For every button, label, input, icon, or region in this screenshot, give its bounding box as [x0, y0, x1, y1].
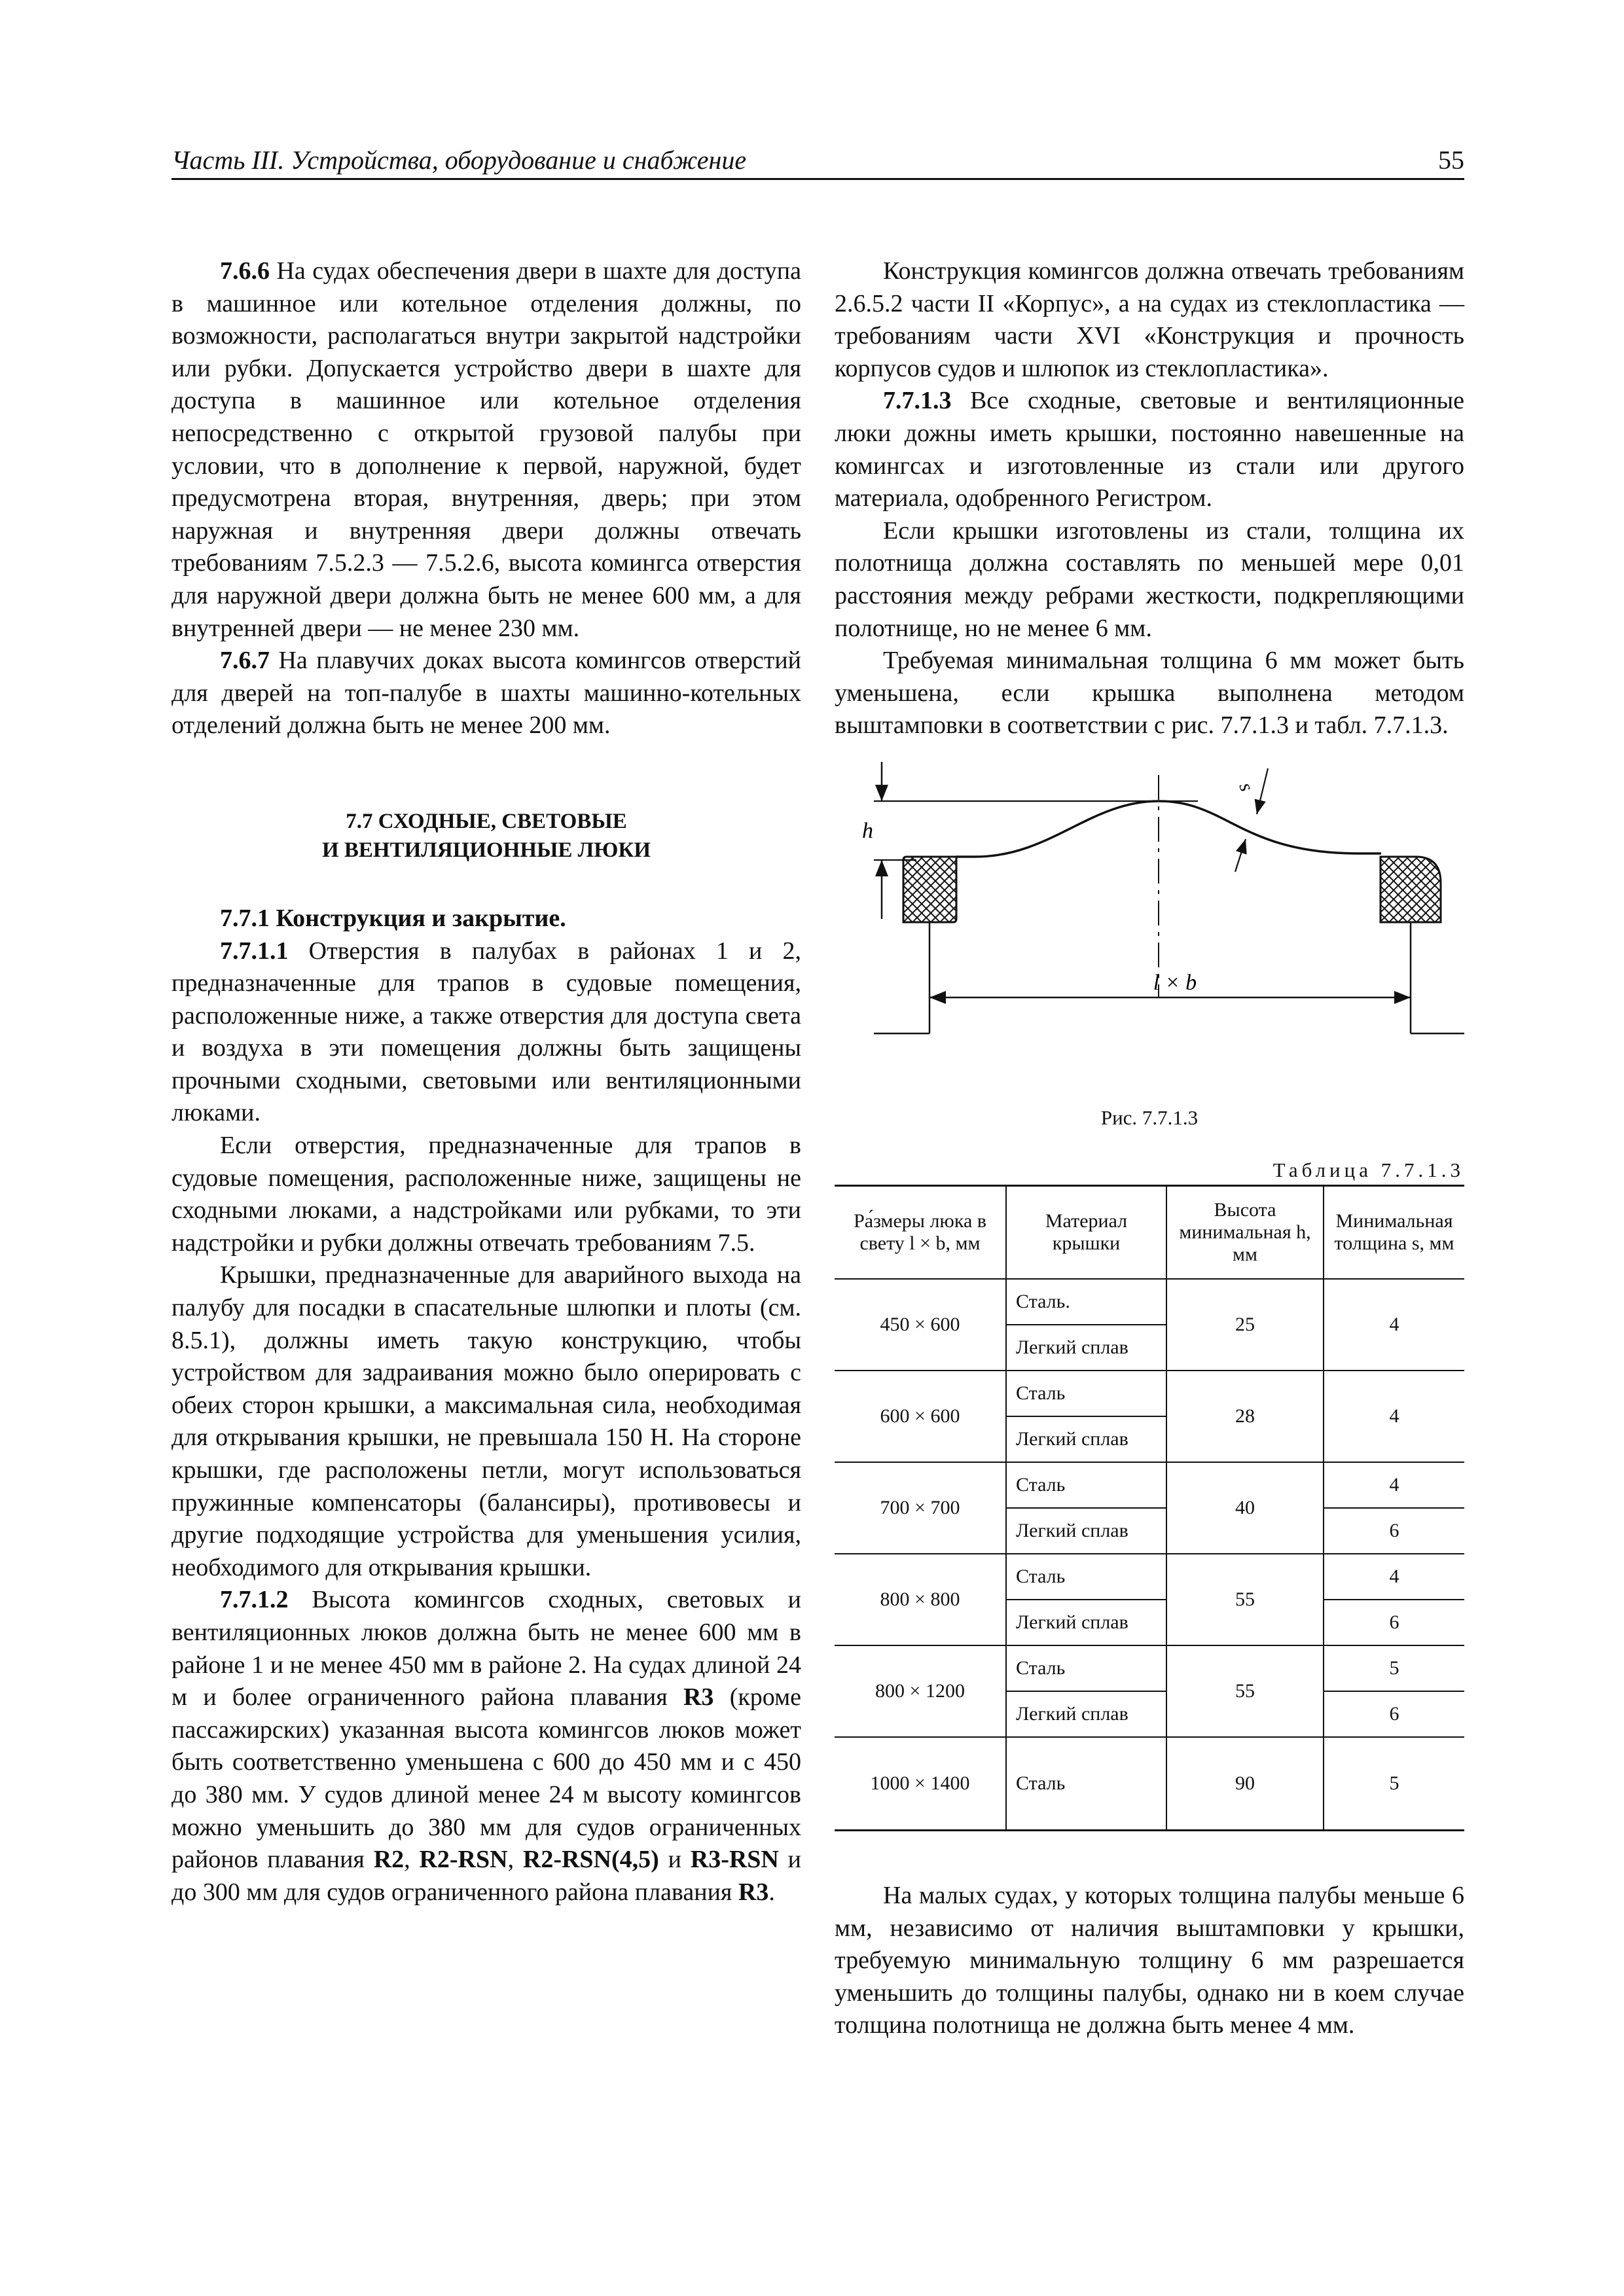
- clause-number: 7.7.1.1: [220, 937, 289, 965]
- paragraph-7-6-7: [171, 645, 801, 742]
- clause-number: 7.7.1: [220, 904, 270, 932]
- area-code: R3: [683, 1683, 714, 1712]
- table-header-row: [835, 1185, 1464, 1279]
- size-cell: 800 × 1200: [835, 1645, 1006, 1737]
- thickness-cell: 5: [1324, 1737, 1464, 1831]
- material-cell: Сталь: [1006, 1737, 1166, 1831]
- column-header: Высота минимальная h, мм: [1166, 1185, 1324, 1279]
- clause-number: 7.6.7: [220, 647, 270, 675]
- paragraph-openings: Если отверстия, предназначенные для трапов в судовые помещения, расположенные ниже, защищены не сходными люками, а надстройками или рубками, то эти надстройки и рубки должны отвечать требованиям 7.5.: [171, 1132, 801, 1257]
- material-cell: Сталь: [1006, 1462, 1166, 1508]
- material-cell: Сталь: [1006, 1554, 1166, 1600]
- size-cell: 1000 × 1400: [835, 1737, 1006, 1831]
- thickness-cell: 4: [1324, 1371, 1464, 1462]
- clause-text: Все сходные, световые и вентиляционные люки дожны иметь крышки, постоянно навешенные на комингсах и изготовленные из стали или другого материала, одобренного Регистром.: [835, 387, 1464, 512]
- hatch-table: [835, 1185, 1464, 1831]
- separator: .: [768, 1878, 775, 1906]
- material-cell: Сталь: [1006, 1645, 1166, 1691]
- column-header: Ра́змеры люка в свету l × b, мм: [835, 1185, 1006, 1279]
- paragraph-7-7-1-2: [171, 1584, 801, 1909]
- height-cell: 40: [1166, 1462, 1324, 1554]
- paragraph-7-7-1-3: [835, 385, 1464, 514]
- cover-plate: [956, 801, 1381, 857]
- hatch-cover-drawing: [835, 762, 1464, 1102]
- material-cell: Легкий сплав: [1006, 1691, 1166, 1737]
- height-cell: 25: [1166, 1279, 1324, 1371]
- h-label: h: [862, 818, 873, 843]
- column-header: Материал крышки: [1006, 1185, 1166, 1279]
- thickness-cell: 4: [1324, 1279, 1464, 1371]
- left-column: [171, 255, 801, 1909]
- height-cell: 55: [1166, 1645, 1324, 1737]
- area-code: R3: [738, 1878, 769, 1906]
- area-code: R3-RSN: [690, 1846, 779, 1874]
- paragraph-required: Требуемая минимальная толщина 6 мм может быть уменьшена, если крышка выполнена методом выштамповки в соответствии с рис. 7.7.1.3 и табл. 7.7.1.3.: [835, 647, 1464, 740]
- column-header: Минимальная толщина s, мм: [1324, 1185, 1464, 1279]
- height-cell: 28: [1166, 1371, 1324, 1462]
- table-row: [835, 1279, 1464, 1325]
- clause-text: Отверстия в палубах в районах 1 и 2, предназначенные для трапов в судовые помещения, расположенные ниже, а также отверстия для доступа света и воздуха в эти помещения должны быть защищены прочными сходными, световыми или вентиляционными люками.: [171, 937, 801, 1127]
- paragraph-7-6-6: [171, 255, 801, 645]
- height-cell: 90: [1166, 1737, 1324, 1831]
- thickness-cell: 5: [1324, 1645, 1464, 1691]
- section-title-line-2: И ВЕНТИЛЯЦИОННЫЕ ЛЮКИ: [321, 838, 651, 862]
- table-title: Таблица 7.7.1.3: [1272, 1158, 1464, 1181]
- paragraph-covers: Крышки, предназначенные для аварийного выхода на палубу для посадки в спасательные шлюпки и плоты (см. 8.5.1), должны иметь такую конструкцию, чтобы устройством для задраивания можно было оперировать с обеих сторон крышки, а максимальная сила, необходимая для открывания крышки, не превышала 150 Н. На стороне крышки, где расположены петли, могут использоваться пружинные компенсаторы (балансиры), противовесы и другие подходящие устройства для уменьшения усилия, необходимого для открывания крышки.: [171, 1261, 801, 1581]
- right-coaming: [1380, 857, 1441, 922]
- figure-hatch-cover: [835, 762, 1464, 1102]
- size-cell: 450 × 600: [835, 1279, 1006, 1371]
- clause-heading: Конструкция и закрытие.: [270, 904, 566, 932]
- table-row: [835, 1462, 1464, 1508]
- paragraph-steel: Если крышки изготовлены из стали, толщина их полотнища должна составлять по меньшей мере 0,01 расстояния между ребрами жесткости, подкрепляющими полотнище, но не менее 6 мм.: [835, 516, 1464, 642]
- thickness-cell: 6: [1324, 1691, 1464, 1737]
- size-cell: 600 × 600: [835, 1371, 1006, 1462]
- clause-text: На плавучих доках высота комингсов отверстий для дверей на топ-палубе в шахты машинно-котельных отделений должна быть не менее 200 мм.: [171, 647, 801, 740]
- paragraph-construction: Конструкция комингсов должна отвечать требованиям 2.6.5.2 части II «Корпус», а на судах из стеклопластика — требованиям части XVI «Конструкция и прочность корпусов судов и шлюпок из стеклопластика».: [835, 257, 1464, 382]
- paragraph-small-ships: На малых судах, у которых толщина палубы меньше 6 мм, независимо от наличия выштамповки у крышки, требуемую минимальную толщину 6 мм разрешается уменьшить до толщины палубы, однако ни в коем случае толщина полотнища не должна быть менее 4 мм.: [835, 1881, 1464, 2039]
- clause-number: 7.7.1.3: [883, 387, 952, 415]
- figure-caption: Рис. 7.7.1.3: [1100, 1105, 1199, 1129]
- separator: ,: [404, 1846, 420, 1874]
- thickness-cell: 6: [1324, 1600, 1464, 1645]
- table-row: [835, 1371, 1464, 1416]
- separator: и: [659, 1846, 691, 1874]
- material-cell: Легкий сплав: [1006, 1416, 1166, 1462]
- page-header: [171, 145, 1464, 180]
- paragraph-7-7-1: [171, 903, 801, 935]
- paragraph-7-7-1-1: [171, 935, 801, 1130]
- material-cell: Легкий сплав: [1006, 1600, 1166, 1645]
- section-title-line-1: 7.7 СХОДНЫЕ, СВЕТОВЫЕ: [346, 809, 627, 833]
- thickness-cell: 4: [1324, 1462, 1464, 1508]
- material-cell: Легкий сплав: [1006, 1508, 1166, 1554]
- height-cell: 55: [1166, 1554, 1324, 1645]
- clause-number: 7.6.6: [220, 257, 270, 285]
- running-title: Часть III. Устройства, оборудование и снабжение: [171, 145, 747, 175]
- clause-text: Высота комингсов сходных, световых и вентиляционных люков должна быть не менее 600 мм в районе 1 и не менее 450 мм в районе 2. На судах длиной 24 м и более ограниченного района плавания: [171, 1586, 801, 1712]
- s-arrow-top: [1257, 768, 1268, 814]
- clause-text: (кроме пассажирских) указанная высота комингсов люков может быть соответственно уменьшена с 600 до 450 мм и с 450 до 380 мм. У судов длиной менее 24 м высоту комингсов можно уменьшить до 380 мм для судов ограниченных районов плавания: [171, 1683, 801, 1874]
- clause-number: 7.7.1.2: [220, 1586, 289, 1614]
- area-code: R2-RSN: [419, 1846, 508, 1874]
- clause-text: и до 300 мм для судов ограниченного района плавания: [171, 1846, 802, 1906]
- thickness-cell: 6: [1324, 1508, 1464, 1554]
- thickness-cell: 4: [1324, 1554, 1464, 1600]
- separator: ,: [507, 1846, 523, 1874]
- table-row: [835, 1554, 1464, 1600]
- table-row: [835, 1737, 1464, 1831]
- table-row: [835, 1645, 1464, 1691]
- right-column: [835, 255, 1464, 2042]
- s-arrow-bottom: [1235, 839, 1246, 872]
- material-cell: Легкий сплав: [1006, 1325, 1166, 1371]
- s-label: s: [1235, 780, 1258, 795]
- material-cell: Сталь.: [1006, 1279, 1166, 1325]
- left-coaming: [903, 857, 956, 922]
- size-cell: 700 × 700: [835, 1462, 1006, 1554]
- material-cell: Сталь: [1006, 1371, 1166, 1416]
- page-number: 55: [1438, 145, 1464, 175]
- size-cell: 800 × 800: [835, 1554, 1006, 1645]
- clause-text: На судах обеспечения двери в шахте для доступа в машинное или котельное отделения должны, по возможности, располагаться внутри закрытой надстройки или рубки. Допускается устройство двери в шахте для доступа в машинное или котельное отделения непосредственно с открытой грузовой палубы при условии, что в дополнение к первой, наружной, будет предусмотрена вторая, внутренняя, дверь; при этом наружная и внутренняя двери должны отвечать требованиям 7.5.2.3 — 7.5.2.6, высота комингса отверстия для наружной двери должна быть не менее 600 мм, а для внутренней двери — не менее 230 мм.: [171, 257, 801, 642]
- lxb-label: l × b: [1153, 970, 1197, 995]
- area-code: R2-RSN(4,5): [522, 1846, 659, 1874]
- area-code: R2: [373, 1846, 405, 1874]
